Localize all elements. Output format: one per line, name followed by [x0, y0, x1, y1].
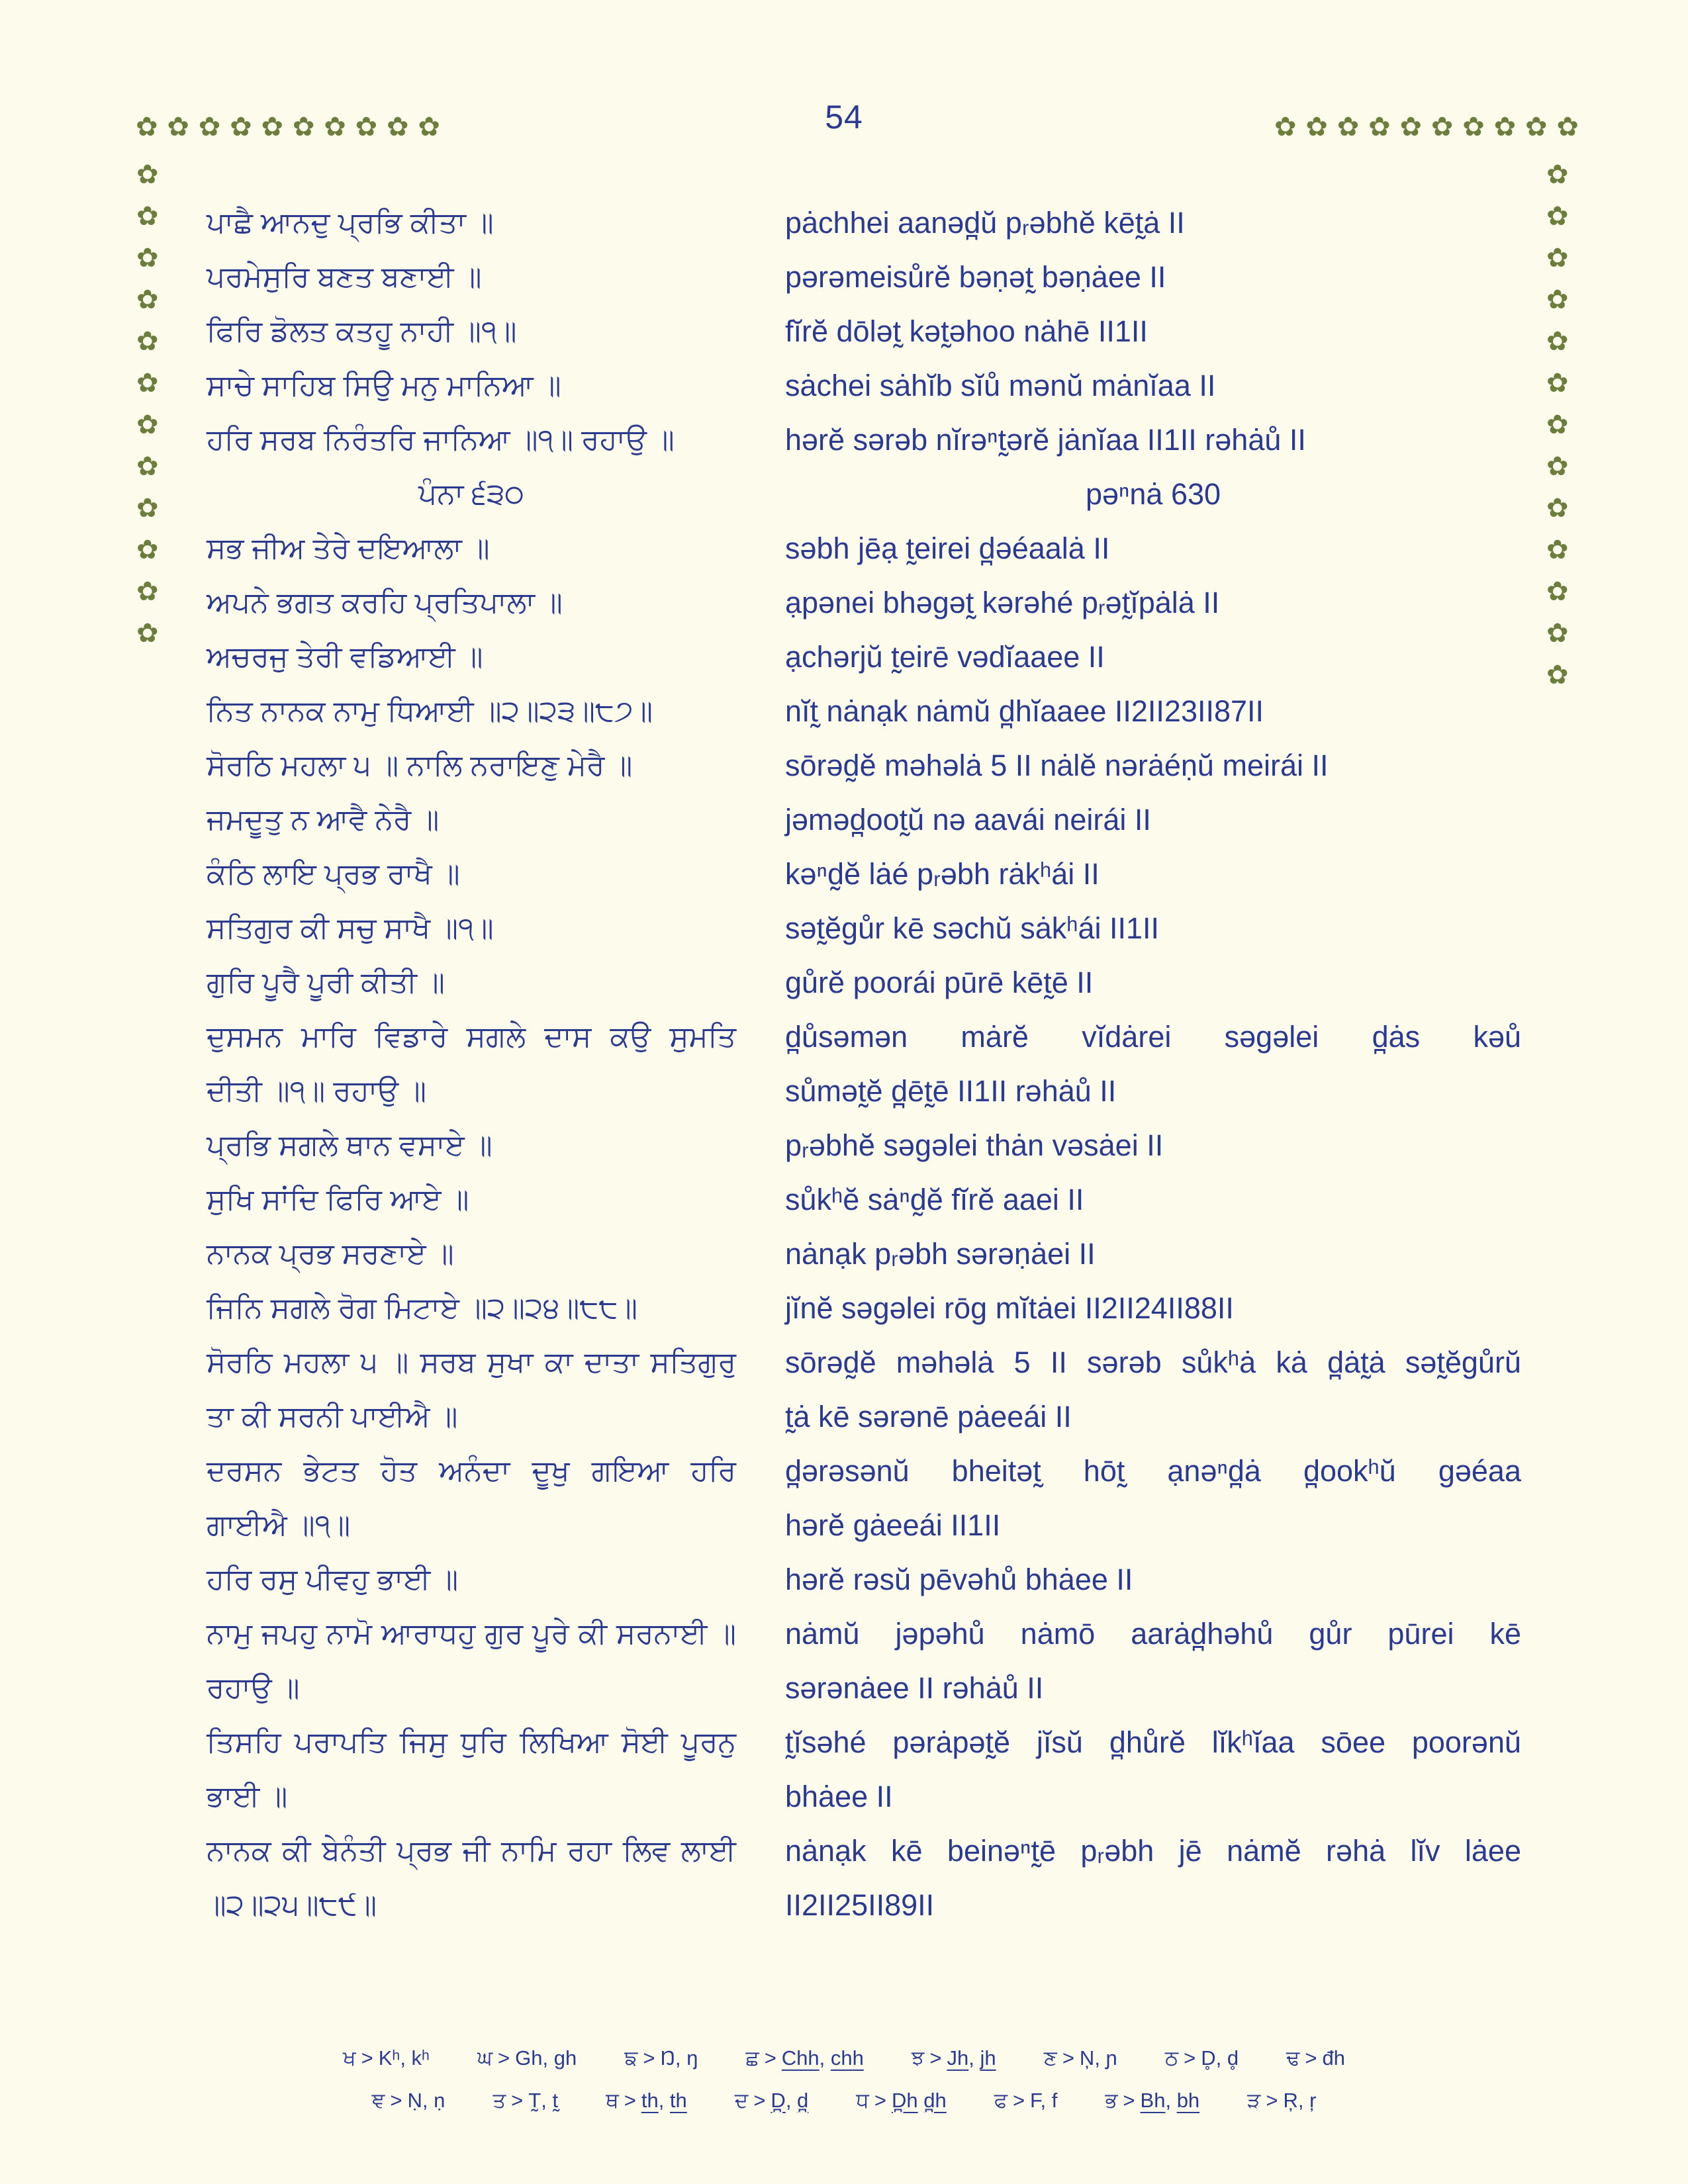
pronunciation-key [0, 2037, 1688, 2122]
gurmukhi-letter: ਦ [734, 2088, 749, 2112]
flower-icon: ✿ [136, 577, 159, 606]
roman-transliteration-line: t̰ĭsəhé pərȧpət̰ĕ jĭsŭ d̪hůrĕ lĭkʰĭaa sōee poorənŭ [785, 1725, 1521, 1760]
flower-icon: ✿ [1546, 285, 1569, 314]
scripture-row [0, 410, 1688, 467]
roman-equivalent-lower: bh [1176, 2088, 1200, 2112]
scripture-row [0, 1336, 1688, 1390]
maps-to-symbol: > [511, 2088, 524, 2112]
roman-equivalent-upper: Ŋ [660, 2046, 675, 2070]
flower-icon: ✿ [230, 113, 252, 142]
scripture-row [0, 1770, 1688, 1824]
gurmukhi-letter: ਘ [477, 2046, 493, 2070]
maps-to-symbol: > [1123, 2088, 1135, 2112]
scripture-row [0, 847, 1688, 901]
scripture-row [0, 1661, 1688, 1715]
roman-equivalent-upper: Bh [1140, 2088, 1166, 2112]
roman-equivalent-upper: Ŗ [1283, 2088, 1298, 2112]
flower-icon: ✿ [1430, 113, 1454, 142]
gurmukhi-line: ਗੁਰਿ ਪੂਰੈ ਪੂਰੀ ਕੀਤੀ ॥ [207, 966, 445, 999]
gurmukhi-line: ਦੀਤੀ ॥੧॥ ਰਹਾਉ ॥ [207, 1074, 427, 1107]
flower-icon: ✿ [1546, 535, 1569, 565]
gurmukhi-line: ਸੁਖਿ ਸਾਂਦਿ ਫਿਰਿ ਆਏ ॥ [207, 1183, 469, 1216]
pronunciation-key-item [1044, 2046, 1117, 2071]
roman-equivalent-lower: chh [830, 2046, 864, 2070]
scripture-row [0, 1390, 1688, 1444]
separator: , [422, 2088, 434, 2112]
roman-transliteration-line: II2II25II89II [785, 1888, 935, 1923]
flower-icon: ✿ [1399, 113, 1423, 142]
pronunciation-key-item [492, 2089, 558, 2113]
roman-transliteration-line: kəⁿd̰ĕ lȧé pᵣəbh rȧkʰái II [785, 857, 1100, 891]
gurmukhi-letter: ਫ [994, 2088, 1008, 2112]
gurmukhi-line: ਨਾਨਕ ਕੀ ਬੇਨੰਤੀ ਪ੍ਰਭ ਜੀ ਨਾਮਿ ਰਹਾ ਲਿਵ ਲਾਈ [207, 1834, 736, 1867]
roman-equivalent-upper: F [1030, 2088, 1041, 2112]
gurmukhi-letter: ਭ [1105, 2088, 1118, 2112]
gurmukhi-line: ਗਾਈਐ ॥੧॥ [207, 1508, 351, 1541]
roman-transliteration-line: nȧmŭ jəpəhů nȧmō aarȧd̪həhů gůr pūrei kē [785, 1617, 1521, 1651]
roman-equivalent-lower: d̪h [923, 2088, 947, 2112]
flower-icon: ✿ [136, 619, 159, 648]
separator: , [1040, 2088, 1052, 2112]
separator: , [541, 2088, 553, 2112]
flower-icon: ✿ [1525, 113, 1548, 142]
pronunciation-key-item [1286, 2046, 1345, 2071]
maps-to-symbol: > [874, 2088, 886, 2112]
scripture-row [0, 250, 1688, 304]
roman-equivalent-lower: ŗ [1309, 2088, 1317, 2112]
roman-equivalent-lower: th [669, 2088, 687, 2112]
maps-to-symbol: > [643, 2046, 655, 2070]
roman-equivalent-upper: Kʰ [378, 2046, 400, 2070]
scripture-row [0, 1010, 1688, 1064]
gurmukhi-line: ਨਾਮੁ ਜਪਹੁ ਨਾਮੋ ਆਰਾਧਹੁ ਗੁਰ ਪੂਰੇ ਕੀ ਸਰਨਾਈ ॥ [207, 1617, 736, 1650]
scripture-row [0, 1607, 1688, 1661]
gurmukhi-line: ਹਰਿ ਰਸੁ ਪੀਵਹੁ ਭਾਈ ॥ [207, 1563, 459, 1596]
gurmukhi-line: ਤਿਸਹਿ ਪਰਾਪਤਿ ਜਿਸੁ ਧੁਰਿ ਲਿਖਿਆ ਸੋਈ ਪੂਰਨੁ [207, 1725, 736, 1758]
flower-icon: ✿ [1546, 660, 1569, 690]
maps-to-symbol: > [498, 2046, 510, 2070]
flower-border-top-right [1274, 114, 1579, 140]
scripture-row [0, 1715, 1688, 1770]
pronunciation-key-row [0, 2079, 1688, 2122]
separator: , [819, 2046, 831, 2070]
roman-equivalent-upper: Ṇ [407, 2088, 422, 2112]
gurmukhi-line: ਜਮਦੂਤੁ ਨ ਆਵੈ ਨੇਰੈ ॥ [207, 803, 440, 836]
scripture-row [0, 630, 1688, 684]
roman-equivalent-upper: D̪ [771, 2088, 786, 2112]
scripture-row [0, 1227, 1688, 1281]
gurmukhi-line: ਤਾ ਕੀ ਸਰਨੀ ਪਾਈਐ ॥ [207, 1400, 458, 1433]
pronunciation-key-item [994, 2089, 1058, 2113]
gurmukhi-letter: ੜ [1247, 2088, 1261, 2112]
flower-icon: ✿ [136, 535, 159, 565]
flower-border-top-left [136, 114, 440, 140]
flower-icon: ✿ [136, 369, 159, 398]
roman-equivalent-upper: Chh [781, 2046, 820, 2070]
roman-equivalent-lower: ṇ [434, 2088, 445, 2112]
flower-icon: ✿ [136, 494, 159, 523]
roman-equivalent-upper: T̰ [528, 2088, 541, 2112]
roman-equivalent-lower: t̰ [552, 2088, 559, 2112]
flower-icon: ✿ [136, 113, 158, 142]
gurmukhi-line: ਨਾਨਕ ਪ੍ਰਭ ਸਰਣਾਏ ॥ [207, 1237, 454, 1270]
flower-icon: ✿ [1546, 244, 1569, 273]
scripture-row [0, 1118, 1688, 1173]
gurmukhi-line: ਪ੍ਰਭਿ ਸਗਲੇ ਥਾਨ ਵਸਾਏ ॥ [207, 1128, 492, 1161]
gurmukhi-letter: ਙ [624, 2046, 638, 2070]
flower-icon: ✿ [1556, 113, 1579, 142]
scripture-row [0, 304, 1688, 359]
roman-transliteration-line: pȧchhei aanəd̪ŭ pᵣəbhĕ kēt̰ȧ II [785, 206, 1185, 240]
gurmukhi-letter: ਣ [1043, 2046, 1057, 2070]
roman-transliteration-line: nȧnạk kē beinəⁿt̰ē pᵣəbh jē nȧmĕ rəhȧ lĭv lȧee [785, 1834, 1521, 1868]
flower-icon: ✿ [261, 113, 284, 142]
gurmukhi-letter: ਞ [371, 2088, 385, 2112]
roman-transliteration-line: hərĕ gȧeeái II1II [785, 1508, 1001, 1543]
roman-equivalent-upper: đh [1322, 2046, 1345, 2070]
maps-to-symbol: > [1184, 2046, 1196, 2070]
flower-icon: ✿ [136, 160, 159, 189]
pronunciation-key-item [1247, 2089, 1316, 2113]
flower-icon: ✿ [1546, 577, 1569, 606]
gurmukhi-letter: ਠ [1164, 2046, 1179, 2070]
pronunciation-key-item [624, 2046, 698, 2071]
maps-to-symbol: > [1062, 2046, 1074, 2070]
gurmukhi-line: ਸੋਰਠਿ ਮਹਲਾ ੫ ॥ ਸਰਬ ਸੁਖਾ ਕਾ ਦਾਤਾ ਸਤਿਗੁਰੁ [207, 1345, 736, 1379]
scripture-row [0, 1824, 1688, 1878]
scripture-row [0, 956, 1688, 1010]
page-number: 54 [825, 99, 863, 136]
gurmukhi-line: ਦੁਸਮਨ ਮਾਰਿ ਵਿਡਾਰੇ ਸਗਲੇ ਦਾਸ ਕਉ ਸੁਮਤਿ [207, 1020, 736, 1053]
separator: , [658, 2088, 670, 2112]
flower-icon: ✿ [136, 244, 159, 273]
gurmukhi-line: ਰਹਾਉ ॥ [207, 1671, 300, 1704]
roman-transliteration-line: d̪ůsəmən mȧrĕ vĭdȧrei səgəlei d̪ȧs kəů [785, 1020, 1521, 1054]
pronunciation-key-item [477, 2046, 577, 2071]
roman-transliteration-line: sōrəd̰ĕ məhəlȧ 5 II nȧlĕ nərȧéṇŭ meirái II [785, 749, 1329, 783]
roman-transliteration-line: sərənȧee II rəhȧů II [785, 1671, 1044, 1706]
pronunciation-key-item [856, 2089, 946, 2113]
roman-transliteration-line: pəⁿnȧ 630 [1085, 477, 1221, 512]
roman-transliteration-line: sȧchei sȧhĭb sĭů mənŭ mȧnĭaa II [785, 369, 1216, 403]
pronunciation-key-item [372, 2089, 445, 2113]
roman-transliteration-line: jĭnĕ səgəlei rōg mĭtȧei II2II24II88II [785, 1291, 1234, 1326]
flower-icon: ✿ [1546, 202, 1569, 231]
gurmukhi-line: ਦਰਸਨ ਭੇਟਤ ਹੋਤ ਅਨੰਦਾ ਦੂਖੁ ਗਇਆ ਹਰਿ [207, 1454, 736, 1487]
roman-transliteration-line: gůrĕ poorái pūrē kēt̰ē II [785, 966, 1094, 1000]
maps-to-symbol: > [1305, 2046, 1317, 2070]
gurmukhi-line: ਜਿਨਿ ਸਗਲੇ ਰੋਗ ਮਿਟਾਏ ॥੨॥੨੪॥੮੮॥ [207, 1291, 638, 1324]
scripture-row [0, 1553, 1688, 1607]
separator: , [675, 2046, 687, 2070]
roman-transliteration-line: ạpənei bhəgət̰ kərəhé pᵣət̰ĭpȧlȧ II [785, 586, 1220, 620]
flower-icon: ✿ [324, 113, 346, 142]
roman-equivalent-upper: Gh [515, 2046, 543, 2070]
pronunciation-key-item [745, 2046, 864, 2071]
scripture-row [0, 359, 1688, 413]
gurmukhi-line: ਹਰਿ ਸਰਬ ਨਿਰੰਤਰਿ ਜਾਨਿਆ ॥੧॥ ਰਹਾਉ ॥ [207, 423, 675, 456]
flower-icon: ✿ [198, 113, 221, 142]
gurmukhi-letter: ਢ [1286, 2046, 1300, 2070]
pronunciation-key-row [0, 2037, 1688, 2079]
separator: , [542, 2046, 554, 2070]
gurmukhi-letter: ਥ [606, 2088, 619, 2112]
gurmukhi-line: ਪਾਛੈ ਆਨਦੁ ਪ੍ਰਭਿ ਕੀਤਾ ॥ [207, 206, 494, 239]
scripture-rows [0, 196, 1688, 1933]
gurmukhi-line: ਪਰਮੇਸੁਰਿ ਬਣਤ ਬਣਾਈ ॥ [207, 260, 482, 293]
flower-icon: ✿ [1336, 113, 1360, 142]
flower-icon: ✿ [1546, 619, 1569, 648]
pronunciation-key-item [735, 2089, 809, 2113]
separator: , [785, 2088, 798, 2112]
scripture-row [0, 1878, 1688, 1933]
flower-icon: ✿ [292, 113, 315, 142]
scripture-row [0, 1064, 1688, 1118]
roman-equivalent-lower: ɲ [1105, 2046, 1117, 2070]
flower-icon: ✿ [136, 452, 159, 481]
gurmukhi-line: ਅਪਨੇ ਭਗਤ ਕਰਹਿ ਪ੍ਰਤਿਪਾਲਾ ॥ [207, 586, 563, 619]
scripture-row [0, 1498, 1688, 1553]
scripture-row [0, 1173, 1688, 1227]
scripture-row [0, 793, 1688, 847]
maps-to-symbol: > [1266, 2088, 1278, 2112]
roman-transliteration-line: sůkʰĕ sȧⁿd̰ĕ fĭrĕ aaei II [785, 1183, 1084, 1217]
roman-transliteration-line: hərĕ sərəb nĭrəⁿt̰ərĕ jȧnĭaa II1II rəhȧů II [785, 423, 1306, 457]
separator: , [400, 2046, 412, 2070]
roman-transliteration-line: nȧnạk pᵣəbh sərəṇȧei II [785, 1237, 1096, 1271]
roman-transliteration-line: hərĕ rəsŭ pēvəhů bhȧee II [785, 1563, 1133, 1597]
scripture-row [0, 522, 1688, 576]
roman-equivalent-upper: Jh [947, 2046, 969, 2070]
gurmukhi-line: ਪੰਨਾ ੬੩੦ [418, 477, 525, 510]
roman-transliteration-line: səbh jēạ t̰eirei d̪əéaalȧ II [785, 531, 1110, 566]
roman-transliteration-line: jəməd̪oot̰ŭ nə aavái neirái II [785, 803, 1151, 837]
roman-transliteration-line: sət̰ĕgůr kē səchŭ sȧkʰái II1II [785, 911, 1160, 946]
gurmukhi-letter: ਖ [342, 2046, 356, 2070]
flower-icon: ✿ [1546, 160, 1569, 189]
flower-icon: ✿ [1546, 369, 1569, 398]
flower-icon: ✿ [1546, 410, 1569, 439]
roman-equivalent-lower: gh [553, 2046, 577, 2070]
roman-transliteration-line: pərəmeisůrĕ bəṇət̰ bəṇȧee II [785, 260, 1166, 295]
flower-icon: ✿ [1546, 494, 1569, 523]
scripture-row [0, 1444, 1688, 1498]
flower-icon: ✿ [167, 113, 189, 142]
scripture-row [0, 901, 1688, 956]
flower-icon: ✿ [355, 113, 378, 142]
maps-to-symbol: > [764, 2046, 776, 2070]
flower-icon: ✿ [136, 202, 159, 231]
scripture-row [0, 739, 1688, 793]
pronunciation-key-item [343, 2046, 430, 2071]
flower-icon: ✿ [136, 327, 159, 356]
flower-icon: ✿ [1493, 113, 1517, 142]
roman-transliteration-line: t̰ȧ kē sərənē pȧeeái II [785, 1400, 1072, 1434]
gurmukhi-line: ਕੰਠਿ ਲਾਇ ਪ੍ਰਭ ਰਾਖੈ ॥ [207, 857, 460, 890]
separator: , [1297, 2088, 1310, 2112]
roman-transliteration-line: sůmət̰ĕ d̪ēt̰ē II1II rəhȧů II [785, 1074, 1117, 1109]
flower-icon: ✿ [136, 410, 159, 439]
pronunciation-key-item [606, 2089, 687, 2113]
roman-transliteration-line: ạchərjŭ t̰eirē vədĭaaee II [785, 640, 1105, 674]
gurmukhi-line: ਸਭ ਜੀਅ ਤੇਰੇ ਦਇਆਲਾ ॥ [207, 531, 490, 565]
flower-icon: ✿ [1274, 113, 1297, 142]
flower-icon: ✿ [1305, 113, 1328, 142]
flower-icon: ✿ [1462, 113, 1485, 142]
roman-equivalent-upper: th [641, 2088, 659, 2112]
pronunciation-key-item [1105, 2089, 1199, 2113]
separator: , [1165, 2088, 1177, 2112]
roman-equivalent-lower: ŋ [686, 2046, 698, 2070]
roman-equivalent-upper: D̪h [891, 2088, 918, 2112]
scripture-row [0, 1281, 1688, 1336]
roman-transliteration-line: bhȧee II [785, 1780, 893, 1814]
flower-icon: ✿ [1546, 327, 1569, 356]
roman-equivalent-lower: jh [980, 2046, 996, 2070]
flower-icon: ✿ [387, 113, 409, 142]
roman-equivalent-lower: f [1051, 2088, 1058, 2112]
scripture-row [0, 196, 1688, 250]
flower-icon: ✿ [1368, 113, 1391, 142]
gurmukhi-letter: ਧ [856, 2088, 869, 2112]
scripture-row [0, 684, 1688, 739]
flower-icon: ✿ [418, 113, 440, 142]
gurmukhi-line: ਫਿਰਿ ਡੋਲਤ ਕਤਹੂ ਨਾਹੀ ॥੧॥ [207, 314, 517, 347]
maps-to-symbol: > [753, 2088, 766, 2112]
separator: , [968, 2046, 980, 2070]
gurmukhi-letter: ਤ [492, 2088, 506, 2112]
roman-transliteration-line: d̪ərəsənŭ bheitət̰ hōt̰ ạnəⁿd̪ȧ d̪ookʰŭ gəéaa [785, 1454, 1521, 1488]
maps-to-symbol: > [624, 2088, 636, 2112]
gurmukhi-line: ਅਚਰਜੁ ਤੇਰੀ ਵਡਿਆਈ ॥ [207, 640, 483, 673]
scripture-row [0, 467, 1688, 522]
flower-icon: ✿ [136, 285, 159, 314]
gurmukhi-letter: ਝ [911, 2046, 925, 2070]
roman-equivalent-lower: kʰ [411, 2046, 430, 2070]
roman-transliteration-line: fĭrĕ dōlət̰ kət̰əhoo nȧhē II1II [785, 314, 1148, 349]
scripture-row [0, 576, 1688, 630]
flower-icon: ✿ [1546, 452, 1569, 481]
roman-transliteration-line: pᵣəbhĕ səgəlei thȧn vəsȧei II [785, 1128, 1164, 1163]
roman-equivalent-lower: d̪ [797, 2088, 809, 2112]
roman-transliteration-line: sōrəd̰ĕ məhəlȧ 5 II sərəb sůkʰȧ kȧ d̪ȧt̰ȧ sət̰ĕgůrŭ [785, 1345, 1521, 1380]
roman-equivalent-upper: D̥ [1201, 2046, 1216, 2070]
roman-transliteration-line: nĭt̰ nȧnạk nȧmŭ d̪hĭaaee II2II23II87II [785, 694, 1264, 729]
gurmukhi-line: ਨਿਤ ਨਾਨਕ ਨਾਮੁ ਧਿਆਈ ॥੨॥੨੩॥੮੭॥ [207, 694, 653, 727]
gurmukhi-letter: ਛ [745, 2046, 759, 2070]
maps-to-symbol: > [1012, 2088, 1025, 2112]
gurmukhi-line: ਸਤਿਗੁਰ ਕੀ ਸਚੁ ਸਾਖੈ ॥੧॥ [207, 911, 494, 944]
roman-equivalent-upper: Ņ [1079, 2046, 1095, 2070]
maps-to-symbol: > [390, 2088, 402, 2112]
separator [918, 2089, 924, 2112]
pronunciation-key-item [1165, 2046, 1239, 2071]
maps-to-symbol: > [361, 2046, 373, 2070]
gurmukhi-line: ਸਾਚੇ ਸਾਹਿਬ ਸਿਉ ਮਨੁ ਮਾਨਿਆ ॥ [207, 369, 561, 402]
gurmukhi-line: ॥੨॥੨੫॥੮੯॥ [207, 1888, 377, 1921]
gurmukhi-line: ਸੋਰਠਿ ਮਹਲਾ ੫ ॥ ਨਾਲਿ ਨਰਾਇਣੁ ਮੇਰੈ ॥ [207, 749, 633, 782]
gurmukhi-line: ਭਾਈ ॥ [207, 1780, 288, 1813]
roman-equivalent-lower: d̥ [1227, 2046, 1239, 2070]
maps-to-symbol: > [929, 2046, 942, 2070]
pronunciation-key-item [912, 2046, 996, 2071]
separator: , [1215, 2046, 1227, 2070]
separator: , [1094, 2046, 1106, 2070]
